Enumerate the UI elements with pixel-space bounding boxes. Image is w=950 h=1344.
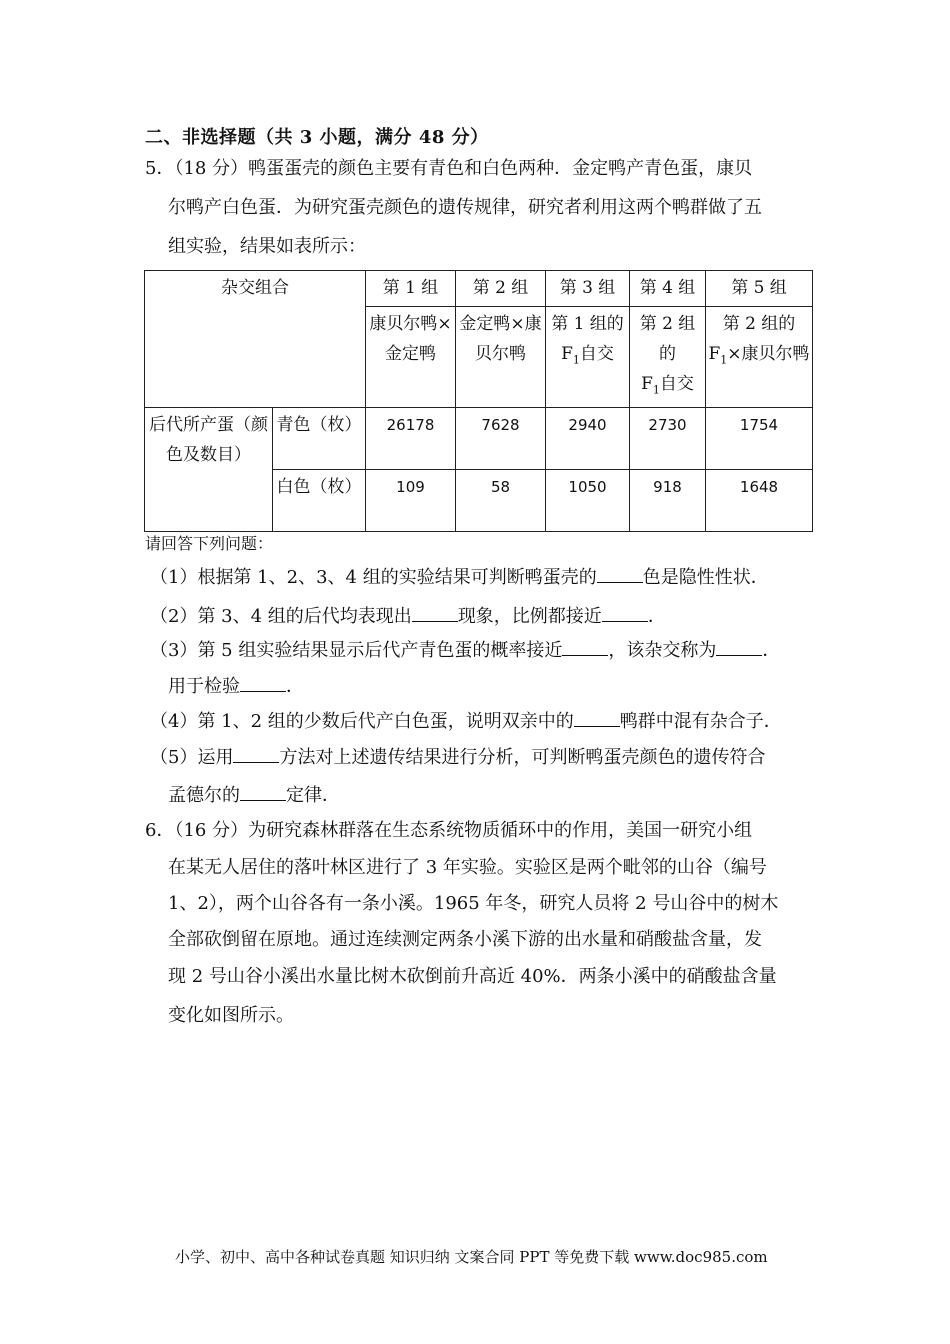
cross-cell-1: 康贝尔鸭×金定鸭 (366, 307, 456, 408)
cross-cell-3 (546, 307, 630, 408)
subq3-post: ． (762, 640, 781, 661)
subq5-l2-pre: 孟德尔的 (168, 785, 240, 806)
offspring-row-label: 后代所产蛋（颜色及数目） (145, 408, 273, 532)
cross-5-f: F (708, 344, 721, 364)
group-header-5: 第 5 组 (706, 271, 813, 307)
q6-line-1: 6．（16 分）为研究森林群落在生态系统物质循环中的作用，美国一研究小组 (145, 820, 753, 841)
white-label: 白色（枚） (273, 470, 366, 532)
subq2-post: ． (647, 606, 666, 627)
cross-4-f: F (641, 374, 653, 394)
subquestion-4 (150, 708, 782, 735)
cross-cell-4 (630, 307, 706, 408)
cross-5-sub: 1 (720, 353, 728, 367)
cyan-label: 青色（枚） (273, 408, 366, 470)
white-value-5: 1648 (706, 470, 813, 532)
answer-blank[interactable] (233, 744, 279, 763)
subq3-l2-pre: 用于检验 (168, 676, 240, 697)
subquestion-3 (150, 637, 780, 664)
subq3-mid: ，该杂交称为 (608, 640, 717, 661)
q6-line-3: 1、2），两个山谷各有一条小溪。1965 年冬，研究人员将 2 号山谷中的树木 (168, 893, 779, 914)
subq5-l2-post: 定律． (286, 785, 340, 806)
group-header-1: 第 1 组 (366, 271, 456, 307)
subq3-l2-post: ． (286, 676, 304, 697)
white-value-3: 1050 (546, 470, 630, 532)
cross-3-pre: 第 1 组的 (551, 314, 624, 334)
q6-line-5: 现 2 号山谷小溪出水量比树木砍倒前升高近 40%．两条小溪中的硝酸盐含量 (168, 966, 777, 987)
subq4-post: 鸭群中混有杂合子． (619, 711, 782, 732)
results-table (144, 270, 813, 532)
page-footer: 小学、初中、高中各种试卷真题 知识归纳 文案合同 PPT 等免费下载 www.doc985.com (175, 1248, 768, 1266)
cross-5-post: ×康贝尔鸭 (727, 344, 810, 364)
white-value-2: 58 (456, 470, 546, 532)
q5-line-2: 尔鸭产白色蛋．为研究蛋壳颜色的遗传规律，研究者利用这两个鸭群做了五 (168, 197, 762, 218)
cyan-value-1: 26178 (366, 408, 456, 470)
answer-blank[interactable] (562, 637, 608, 656)
answer-blank[interactable] (412, 603, 458, 622)
subq2-pre: （2）第 3、4 组的后代均表现出 (150, 606, 412, 627)
q6-line-6: 变化如图所示。 (168, 1005, 294, 1026)
subq3-pre: （3）第 5 组实验结果显示后代产青色蛋的概率接近 (150, 640, 563, 661)
table-corner-header: 杂交组合 (145, 271, 366, 408)
subq1-pre: （1）根据第 1、2、3、4 组的实验结果可判断鸭蛋壳的 (150, 567, 597, 588)
subq5-pre: （5）运用 (150, 747, 234, 768)
cross-3-f: F (561, 344, 573, 364)
cross-5-pre: 第 2 组的 (722, 314, 796, 334)
subq1-post: 色是隐性性状． (642, 567, 769, 588)
cyan-value-4: 2730 (630, 408, 706, 470)
subquestion-5-cont (168, 782, 340, 809)
subquestion-2 (150, 603, 666, 630)
cross-4-sub: 1 (652, 383, 660, 397)
cross-4-pre: 第 2 组的 (639, 314, 696, 364)
q5-line-3: 组实验，结果如表所示： (168, 236, 366, 257)
group-header-2: 第 2 组 (456, 271, 546, 307)
answer-prompt: 请回答下列问题： (145, 534, 274, 553)
cross-3-sub: 1 (572, 353, 580, 367)
cross-3-post: 自交 (579, 344, 614, 364)
cyan-value-5: 1754 (706, 408, 813, 470)
cross-cell-2: 金定鸭×康贝尔鸭 (456, 307, 546, 408)
cross-cell-5 (706, 307, 813, 408)
cyan-value-3: 2940 (546, 408, 630, 470)
answer-blank[interactable] (240, 782, 286, 801)
group-header-4: 第 4 组 (630, 271, 706, 307)
answer-blank[interactable] (716, 637, 762, 656)
subq2-mid: 现象，比例都接近 (457, 606, 602, 627)
cyan-value-2: 7628 (456, 408, 546, 470)
q5-line-1: 5．（18 分）鸭蛋蛋壳的颜色主要有青色和白色两种．金定鸭产青色蛋，康贝 (145, 158, 753, 179)
subq4-pre: （4）第 1、2 组的少数后代产白色蛋，说明双亲中的 (150, 711, 574, 732)
white-value-4: 918 (630, 470, 706, 532)
section-title: 二、非选择题（共 3 小题，满分 48 分） (145, 127, 489, 148)
cross-4-post: 自交 (659, 374, 694, 394)
answer-blank[interactable] (240, 673, 286, 692)
q6-line-2: 在某无人居住的落叶林区进行了 3 年实验。实验区是两个毗邻的山谷（编号 (168, 857, 767, 878)
group-header-3: 第 3 组 (546, 271, 630, 307)
white-value-1: 109 (366, 470, 456, 532)
answer-blank[interactable] (574, 708, 620, 727)
subquestion-1 (150, 564, 769, 591)
subq5-post: 方法对上述遗传结果进行分析，可判断鸭蛋壳颜色的遗传符合 (279, 747, 766, 768)
subquestion-5 (150, 744, 765, 771)
subquestion-3-cont (168, 673, 304, 700)
q6-line-4: 全部砍倒留在原地。通过连续测定两条小溪下游的出水量和硝酸盐含量，发 (168, 929, 762, 950)
answer-blank[interactable] (602, 603, 648, 622)
answer-blank[interactable] (597, 564, 643, 583)
